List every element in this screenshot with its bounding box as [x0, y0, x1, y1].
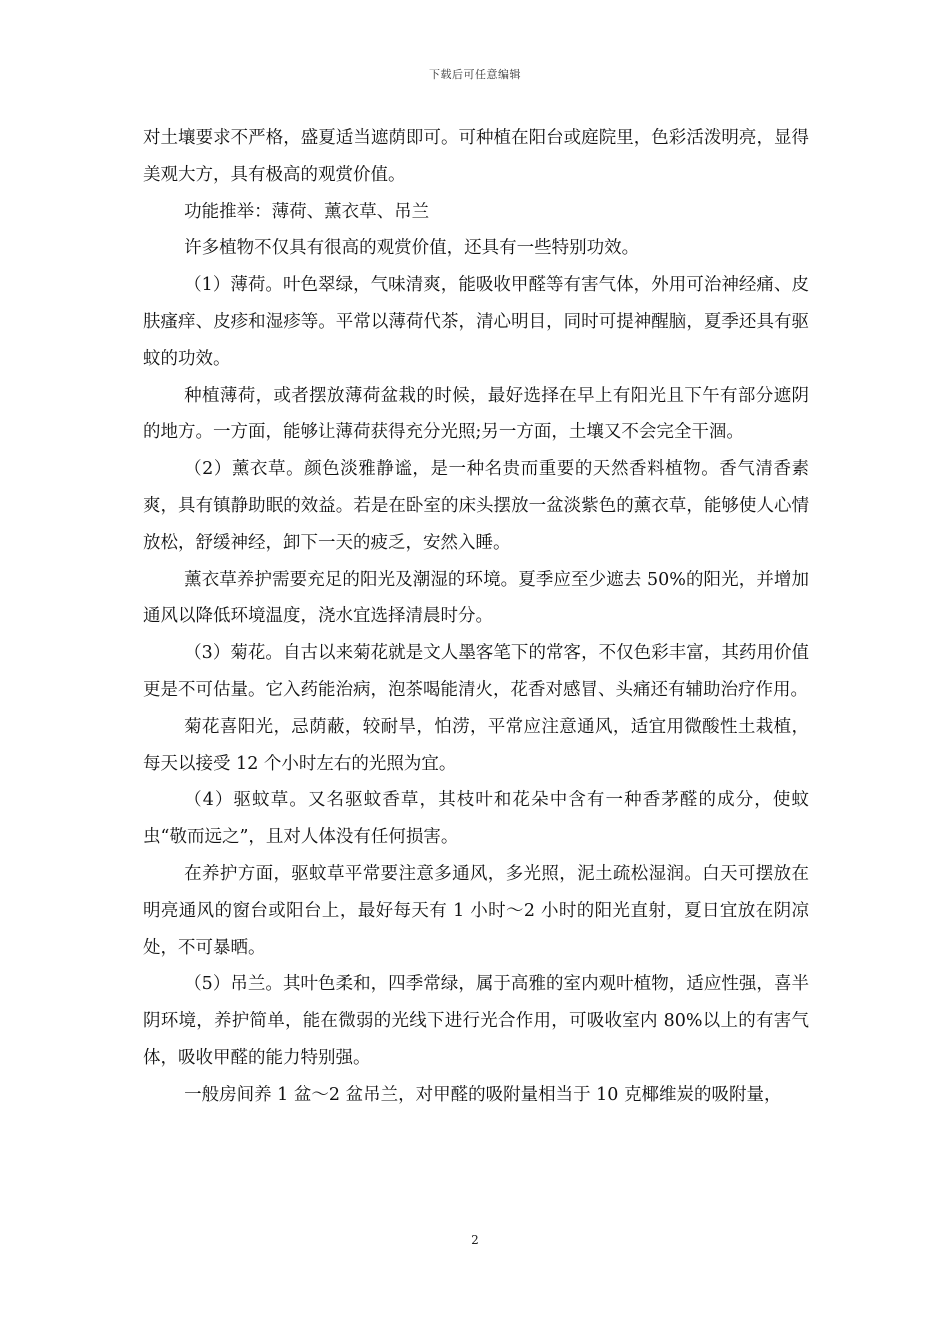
paragraph-3: 许多植物不仅具有很高的观赏价值，还具有一些特别功效。	[184, 238, 640, 259]
paragraph-4: （1）薄荷。叶色翠绿，气味清爽，能吸收甲醛等有害气体，外用可治神经痛、皮肤瘙痒、皮疹和湿疹等。平常以薄荷代茶，清心明目，同时可提神醒脑，夏季还具有驱蚊的功效。	[143, 275, 809, 369]
paragraph-2: 功能推举：薄荷、薰衣草、吊兰	[184, 201, 430, 222]
paragraph-11: 在养护方面，驱蚊草平常要注意多通风，多光照，泥土疏松湿润。白天可摆放在明亮通风的窗台或阳台上，最好每天有 1 小时～2 小时的阳光直射，夏日宜放在阴凉处，不可暴晒。	[143, 863, 809, 958]
page-header: 下载后可任意编辑	[429, 68, 521, 81]
paragraph-9: 菊花喜阳光，忌荫蔽，较耐旱，怕涝，平常应注意通风，适宜用微酸性土栽植，每天以接受 12 个小时左右的光照为宜。	[143, 716, 809, 774]
paragraph-5: 种植薄荷，或者摆放薄荷盆栽的时候，最好选择在早上有阳光且下午有部分遮阴的地方。一方面，能够让薄荷获得充分光照;另一方面，土壤又不会完全干涸。	[143, 385, 809, 443]
paragraph-6: （2）薰衣草。颜色淡雅静谧，是一种名贵而重要的天然香料植物。香气清香素爽，具有镇静助眠的效益。若是在卧室的床头摆放一盆淡紫色的薰衣草，能够使人心情放松，舒缓神经，卸下一天的疲乏，安然入睡。	[143, 459, 809, 553]
paragraph-12: （5）吊兰。其叶色柔和，四季常绿，属于高雅的室内观叶植物，适应性强，喜半阴环境，养护简单，能在微弱的光线下进行光合作用，可吸收室内 80%以上的有害气体，吸收甲醛的能力特别强。	[143, 974, 809, 1068]
paragraph-7: 薰衣草养护需要充足的阳光及潮湿的环境。夏季应至少遮去 50%的阳光，并增加通风以降低环境温度，浇水宜选择清晨时分。	[143, 569, 809, 627]
page-number: 2	[471, 1233, 479, 1247]
paragraph-8: （3）菊花。自古以来菊花就是文人墨客笔下的常客，不仅色彩丰富，其药用价值更是不可估量。它入药能治病，泡茶喝能清火，花香对感冒、头痛还有辅助治疗作用。	[143, 643, 809, 700]
document-body	[143, 120, 809, 1114]
paragraph-10: （4）驱蚊草。又名驱蚊香草，其枝叶和花朵中含有一种香茅醛的成分，使蚊虫“敬而远之”，且对人体没有任何损害。	[143, 790, 809, 848]
paragraph-1: 对土壤要求不严格，盛夏适当遮荫即可。可种植在阳台或庭院里，色彩活泼明亮，显得美观大方，具有极高的观赏价值。	[143, 128, 809, 185]
paragraph-13: 一般房间养 1 盆～2 盆吊兰，对甲醛的吸附量相当于 10 克椰维炭的吸附量，	[184, 1084, 782, 1105]
